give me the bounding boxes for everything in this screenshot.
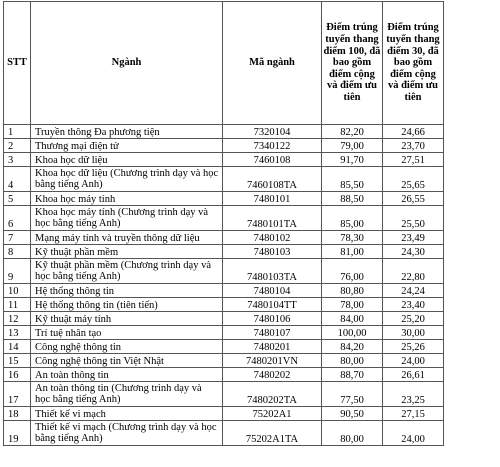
row-score-30: 27,15 bbox=[383, 407, 444, 421]
row-score-30: 23,70 bbox=[383, 139, 444, 153]
row-score-100: 100,00 bbox=[322, 326, 383, 340]
row-score-100: 77,50 bbox=[322, 382, 383, 407]
header-diem-100: Điểm trúng tuyển thang điểm 100, đã bao gồm điểm cộng và điểm ưu tiên bbox=[322, 2, 383, 125]
row-major-code: 7340122 bbox=[223, 139, 322, 153]
table-row bbox=[4, 312, 444, 326]
row-major-name: Thiết kế vi mạch bbox=[31, 407, 223, 421]
row-stt: 11 bbox=[4, 298, 31, 312]
row-major-code: 7320104 bbox=[223, 125, 322, 139]
row-stt: 13 bbox=[4, 326, 31, 340]
table-row bbox=[4, 354, 444, 368]
row-stt: 1 bbox=[4, 125, 31, 139]
admission-score-table bbox=[3, 1, 444, 446]
row-score-100: 88,50 bbox=[322, 192, 383, 206]
table-row bbox=[4, 284, 444, 298]
row-score-30: 24,30 bbox=[383, 245, 444, 259]
table-row bbox=[4, 139, 444, 153]
table-row bbox=[4, 192, 444, 206]
row-score-100: 81,00 bbox=[322, 245, 383, 259]
row-major-code: 7480201VN bbox=[223, 354, 322, 368]
row-stt: 7 bbox=[4, 231, 31, 245]
row-major-name: Kỹ thuật phần mềm bbox=[31, 245, 223, 259]
row-score-30: 22,80 bbox=[383, 259, 444, 284]
row-major-name: Trí tuệ nhân tạo bbox=[31, 326, 223, 340]
row-stt: 4 bbox=[4, 167, 31, 192]
row-score-30: 25,26 bbox=[383, 340, 444, 354]
header-ma-nganh: Mã ngành bbox=[223, 2, 322, 125]
table-row bbox=[4, 340, 444, 354]
row-score-30: 25,20 bbox=[383, 312, 444, 326]
row-score-30: 23,40 bbox=[383, 298, 444, 312]
row-score-30: 23,25 bbox=[383, 382, 444, 407]
row-score-30: 24,24 bbox=[383, 284, 444, 298]
row-stt: 8 bbox=[4, 245, 31, 259]
row-major-name: Thiết kế vi mạch (Chương trình dạy và học bằng tiếng Anh) bbox=[31, 421, 223, 446]
row-score-100: 84,00 bbox=[322, 312, 383, 326]
table-row bbox=[4, 259, 444, 284]
table-row bbox=[4, 407, 444, 421]
table-row bbox=[4, 326, 444, 340]
row-major-name: Khoa học dữ liệu (Chương trình dạy và học bằng tiếng Anh) bbox=[31, 167, 223, 192]
row-stt: 17 bbox=[4, 382, 31, 407]
table-row bbox=[4, 125, 444, 139]
header-nganh: Ngành bbox=[31, 2, 223, 125]
row-score-100: 76,00 bbox=[322, 259, 383, 284]
row-major-code: 75202A1TA bbox=[223, 421, 322, 446]
row-score-100: 82,20 bbox=[322, 125, 383, 139]
row-major-code: 7480102 bbox=[223, 231, 322, 245]
row-major-name: Truyền thông Đa phương tiện bbox=[31, 125, 223, 139]
row-score-30: 24,00 bbox=[383, 421, 444, 446]
row-major-name: Kỹ thuật máy tính bbox=[31, 312, 223, 326]
row-major-name: Khoa học máy tính bbox=[31, 192, 223, 206]
row-stt: 18 bbox=[4, 407, 31, 421]
row-major-name: Mạng máy tính và truyền thông dữ liệu bbox=[31, 231, 223, 245]
admission-score-table-container bbox=[3, 1, 444, 446]
row-score-100: 78,00 bbox=[322, 298, 383, 312]
row-score-100: 85,50 bbox=[322, 167, 383, 192]
header-stt: STT bbox=[4, 2, 31, 125]
table-row bbox=[4, 298, 444, 312]
table-row bbox=[4, 421, 444, 446]
row-score-30: 26,61 bbox=[383, 368, 444, 382]
table-row bbox=[4, 153, 444, 167]
row-score-100: 88,70 bbox=[322, 368, 383, 382]
row-major-name: Kỹ thuật phần mềm (Chương trình dạy và học bằng tiếng Anh) bbox=[31, 259, 223, 284]
row-major-name: Hệ thống thông tin (tiên tiến) bbox=[31, 298, 223, 312]
row-major-code: 7480104TT bbox=[223, 298, 322, 312]
row-stt: 12 bbox=[4, 312, 31, 326]
row-major-code: 7460108 bbox=[223, 153, 322, 167]
row-major-name: Thương mại điện tử bbox=[31, 139, 223, 153]
row-score-30: 27,51 bbox=[383, 153, 444, 167]
row-major-code: 7480201 bbox=[223, 340, 322, 354]
row-score-100: 85,00 bbox=[322, 206, 383, 231]
row-stt: 2 bbox=[4, 139, 31, 153]
row-score-30: 30,00 bbox=[383, 326, 444, 340]
table-body bbox=[4, 125, 444, 446]
row-score-100: 80,80 bbox=[322, 284, 383, 298]
row-major-name: Khoa học máy tính (Chương trình dạy và học bằng tiếng Anh) bbox=[31, 206, 223, 231]
row-score-100: 84,20 bbox=[322, 340, 383, 354]
row-stt: 14 bbox=[4, 340, 31, 354]
row-score-30: 25,65 bbox=[383, 167, 444, 192]
row-stt: 6 bbox=[4, 206, 31, 231]
table-row bbox=[4, 167, 444, 192]
row-score-30: 23,49 bbox=[383, 231, 444, 245]
row-score-100: 91,70 bbox=[322, 153, 383, 167]
row-stt: 10 bbox=[4, 284, 31, 298]
row-major-code: 7480101 bbox=[223, 192, 322, 206]
row-major-code: 7460108TA bbox=[223, 167, 322, 192]
row-score-30: 25,50 bbox=[383, 206, 444, 231]
row-score-100: 90,50 bbox=[322, 407, 383, 421]
row-major-code: 7480101TA bbox=[223, 206, 322, 231]
row-major-name: Hệ thống thông tin bbox=[31, 284, 223, 298]
table-row bbox=[4, 382, 444, 407]
row-major-code: 7480103TA bbox=[223, 259, 322, 284]
row-major-name: Công nghệ thông tin bbox=[31, 340, 223, 354]
row-stt: 5 bbox=[4, 192, 31, 206]
row-major-name: Khoa học dữ liệu bbox=[31, 153, 223, 167]
header-diem-30: Điểm trúng tuyển thang điểm 30, đã bao gồm điểm cộng và điểm ưu tiên bbox=[383, 2, 444, 125]
row-score-100: 78,30 bbox=[322, 231, 383, 245]
row-major-name: An toàn thông tin bbox=[31, 368, 223, 382]
row-major-name: Công nghệ thông tin Việt Nhật bbox=[31, 354, 223, 368]
row-major-code: 7480202 bbox=[223, 368, 322, 382]
row-stt: 15 bbox=[4, 354, 31, 368]
row-major-code: 75202A1 bbox=[223, 407, 322, 421]
row-stt: 9 bbox=[4, 259, 31, 284]
row-major-code: 7480107 bbox=[223, 326, 322, 340]
row-major-code: 7480202TA bbox=[223, 382, 322, 407]
row-stt: 3 bbox=[4, 153, 31, 167]
row-stt: 16 bbox=[4, 368, 31, 382]
header-row bbox=[4, 2, 444, 125]
row-major-code: 7480103 bbox=[223, 245, 322, 259]
table-row bbox=[4, 231, 444, 245]
table-row bbox=[4, 206, 444, 231]
row-major-name: An toàn thông tin (Chương trình dạy và học bằng tiếng Anh) bbox=[31, 382, 223, 407]
row-score-30: 24,66 bbox=[383, 125, 444, 139]
row-stt: 19 bbox=[4, 421, 31, 446]
table-row bbox=[4, 245, 444, 259]
row-major-code: 7480106 bbox=[223, 312, 322, 326]
row-score-100: 79,00 bbox=[322, 139, 383, 153]
row-score-100: 80,00 bbox=[322, 421, 383, 446]
row-major-code: 7480104 bbox=[223, 284, 322, 298]
row-score-30: 26,55 bbox=[383, 192, 444, 206]
row-score-30: 24,00 bbox=[383, 354, 444, 368]
table-row bbox=[4, 368, 444, 382]
row-score-100: 80,00 bbox=[322, 354, 383, 368]
